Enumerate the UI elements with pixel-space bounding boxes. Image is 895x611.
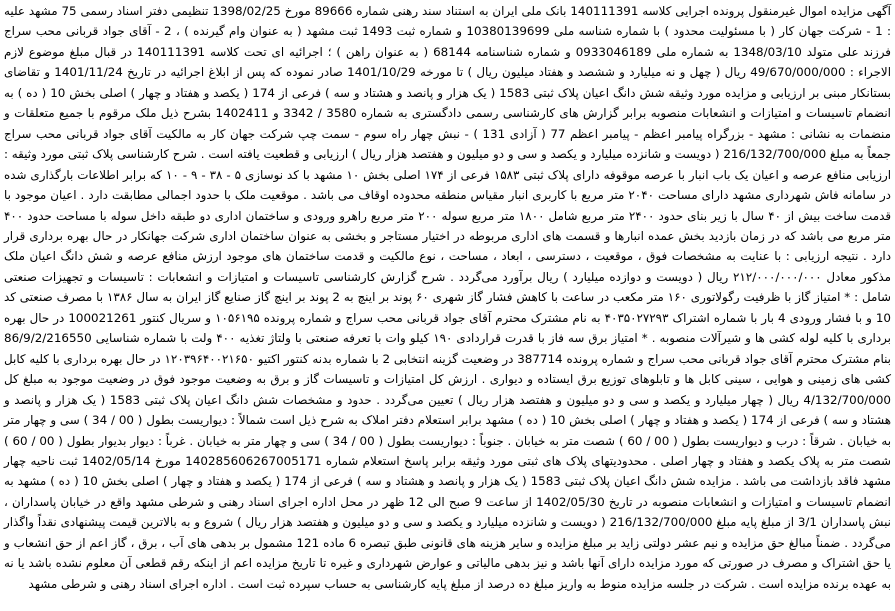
- auction-notice-text: آگهی مزایده اموال غیرمنقول پرونده اجرایی کلاسه 140111391 بانک ملی ایران به استناد سند رهنی شماره 89666 مورخ 1398/02/25 تنظیمی دفتر اسناد رسمی 75 مشهد علیه : 1 - شرکت جهان کار ( با مسئولیت محدود ) با شماره شناسه ملی 10380139699 و شماره ثبت 1493 ثبت مشهد ( به عنوان وام گیرنده ) ، 2 - آقای جواد قربانی محب سراج فرزند علی متولد 1348/03/10 به شماره ملی 0933046189 و شماره شناسنامه 68144 ( به عنوان راهن ) ؛ اجرائیه ای تحت کلاسه 140111391 در قبال مبلغ موضوع لازم الاجراء : 49/670/000/000 ریال ( چهل و نه میلیارد و ششصد و هفتاد میلیون ریال ) تا مورخه 1401/10/29 صادر نموده که پس از ابلاغ اجرائیه در تاریخ 1401/11/24 و تقاضای بستانکار مبنی بر ارزیابی و مزایده مورد وثیقه شش دانگ اعیان پلاک ثبتی 1583 ( یک هزار و پانصد و هشتاد و سه ) فرعی از 174 ( یکصد و هفتاد و چهار ) اصلی بخش 10 ( ده ) به انضمام تاسیسات و امتیازات و انشعابات منصوبه برابر گزارش های کارشناسی رسمی دادگستری به شماره 3580 / 3342 و 1402411 بشرح ذیل ملک مرقوم با جمیع متعلقات و منضمات به نشانی : مشهد - بزرگراه پیامبر اعظم - پیامبر اعظم 77 ( آزادی 131 ) - نبش چهار راه سوم - سمت چپ شرکت جهان کار به مالکیت آقای جواد قربانی محب سراج جمعاً به مبلغ 216/132/700/000 ( دویست و شانزده میلیارد و یکصد و سی و دو میلیون و هفتصد هزار ریال ) ارزیابی و قطعیت یافته است . شرح کارشناسی پلاک ثبتی مورد وثیقه : ارزیابی منافع عرصه و اعیان یک باب انبار با عرصه موقوفه دارای پلاک ثبتی ۱۵۸۳ فرعی از ۱۷۴ اصلی بخش ۱۰ مشهد با کد نوسازی ۵ - ۳۸ - ۹ - ۱۰ که برابر اطلاعات بارگذاری شده در سامانه فاش شهرداری مشهد دارای مساحت ۲۰۴۰ متر مربع با کاربری انبار مقیاس منطقه محدوده اوقاف می باشد . موقعیت ملک با حدود اجمالی مطابقت دارد . اعیان موجود با قدمت ساخت بیش از ۴۰ سال با زیر بنای حدود ۲۴۰۰ متر مربع شامل ۱۸۰۰ متر مربع سوله ۲۰۰ متر مربع راهرو ورودی و ساختمان اداری دو طبقه داخل سوله با مساحت حدود ۴۰۰ متر مربع می باشد که در زمان بازدید بخش عمده انبارها و قسمت های اداری مربوطه در اختیار مستاجر و بخشی به عنوان ساختمان اداری شرکت جهانکار در حال بهره برداری قرار دارد . نتیجه ارزیابی : با عنایت به مشخصات فوق ، موقعیت ، دسترسی ، ابعاد ، مساحت ، نوع مالکیت و قدمت ساختمان های موجود ارزش منافع عرصه و شش دانگ اعیان ملک مذکور معادل ۲۱۲/۰۰۰/۰۰۰/۰۰۰ ریال ( دویست و دوازده میلیارد ) ریال برآورد می‌گردد . شرح گزارش کارشناسی تاسیسات و امتیازات و انشعابات : تاسیسات و تجهیزات صنعتی شامل : * امتیاز گاز با ظرفیت رگولاتوری ۱۶۰ متر مکعب در ساعت با کاهش فشار گاز شهری ۶۰ پوند بر اینچ به 2 پوند بر اینچ گاز صنایع گاز ایران به سال ۱۳۸۶ با مصرف صنعتی کد 10 و با فشار ورودی 4 بار با شماره اشتراک ۴۰۳۵۰۲۷۲۹۳ به نام مشترک محترم آقای جواد قربانی محب سراج و شماره پرونده ۱۰۵۶۱۹۵ و سریال کنتور 100021261 در حال بهره برداری با کلیه لوله کشی ها و شیرآلات منصوبه . * امتیاز برق سه فاز با قدرت قراردادی ۱۹۰ کیلو وات با تعرفه صنعتی با ولتاژ تغذیه ۴۰۰ ولت با شماره شناسایی 86/9/2/216550 بنام مشترک محترم آقای جواد قربانی محب سراج و شماره پرونده 387714 در وضعیت گزینه انتخابی 2 با شماره بدنه کنتور اکتیو ۱۲۰۳۹۶۴۰۰۲۱۶۵۰ در حال بهره برداری با کلیه کابل کشی های زمینی و هوایی ، سینی کابل ها و تابلوهای توزیع برق ایستاده و دیواری . ارزش کل امتیازات و تاسیسات گاز و برق به وضعیت موجود فوق در وضعیت موجود به مبلغ کل 4/132/700/000 ریال ( چهار میلیارد و یکصد و سی و دو میلیون و هفتصد هزار ریال ) تعیین می‌گردد . حدود و مشخصات شش دانگ اعیان پلاک ثبتی 1583 ( یک هزار و پانصد و هشتاد و سه ) فرعی از 174 ( یکصد و هفتاد و چهار ) اصلی بخش 10 ( ده ) مشهد برابر استعلام دفتر املاک به شرح ذیل است شمالاً : دیواریست بطول ( 00 / 34 ) سی و چهار متر به خیابان . شرقاً : درب و دیواریست بطول ( 00 / 60 ) شصت متر به خیابان . جنوباً : دیواریست بطول ( 00 / 34 ) سی و چهار متر به خیابان . غرباً : دیوار بدیوار بطول ( 00 / 60 ) شصت متر به پلاک یکصد و هفتاد و چهار اصلی . محدودیتهای پلاک های ثبتی مورد وثیقه برابر پاسخ استعلام شماره 140285606267005171 مورخ 1402/05/14 ثبت ناحیه چهار مشهد فاقد بازداشت می باشد . مزایده شش دانگ اعیان پلاک ثبتی 1583 ( یک هزار و پانصد و هشتاد و سه ) فرعی از 174 ( یکصد و هفتاد و چهار ) اصلی بخش 10 ( ده ) مشهد به انضمام تاسیسات و امتیازات و انشعابات منصوبه در تاریخ 1402/05/30 از ساعت 9 صبح الی 12 ظهر در محل اداره اجرای اسناد رهنی و شرطی مشهد واقع در خیابان پاسداران ، نبش پاسداران 3/1 از مبلغ پایه مبلغ 216/132/700/000 ( دویست و شانزده میلیارد و یکصد و سی و دو میلیون و هفتصد هزار ریال ) شروع و به بالاترین قیمت پیشنهادی نقداً واگذار می‌گردد . ضمناً مبالغ حق مزایده و نیم عشر دولتی زاید بر مبلغ مزایده و سایر هزینه های قانونی طبق تبصره 6 ماده 121 مشمول بر بدهی های آب ، برق ، گاز اعم از حق انشعاب و یا حق اشتراک و مصرف در صورتی که مورد مزایده دارای آنها باشد و نیز بدهی مالیاتی و عوارض شهرداری و غیره تا تاریخ مزایده اعم از اینکه رقم قطعی آن معلوم نشده باشد یا نه به عهده برنده مزایده است . شرکت در جلسه مزایده منوط به واریز مبلغ ده درصد از مبلغ پایه کارشناسی به حساب سپرده ثبت است . اداره اجرای اسناد رهنی و شرطی مشهد: [4, 4, 892, 591]
